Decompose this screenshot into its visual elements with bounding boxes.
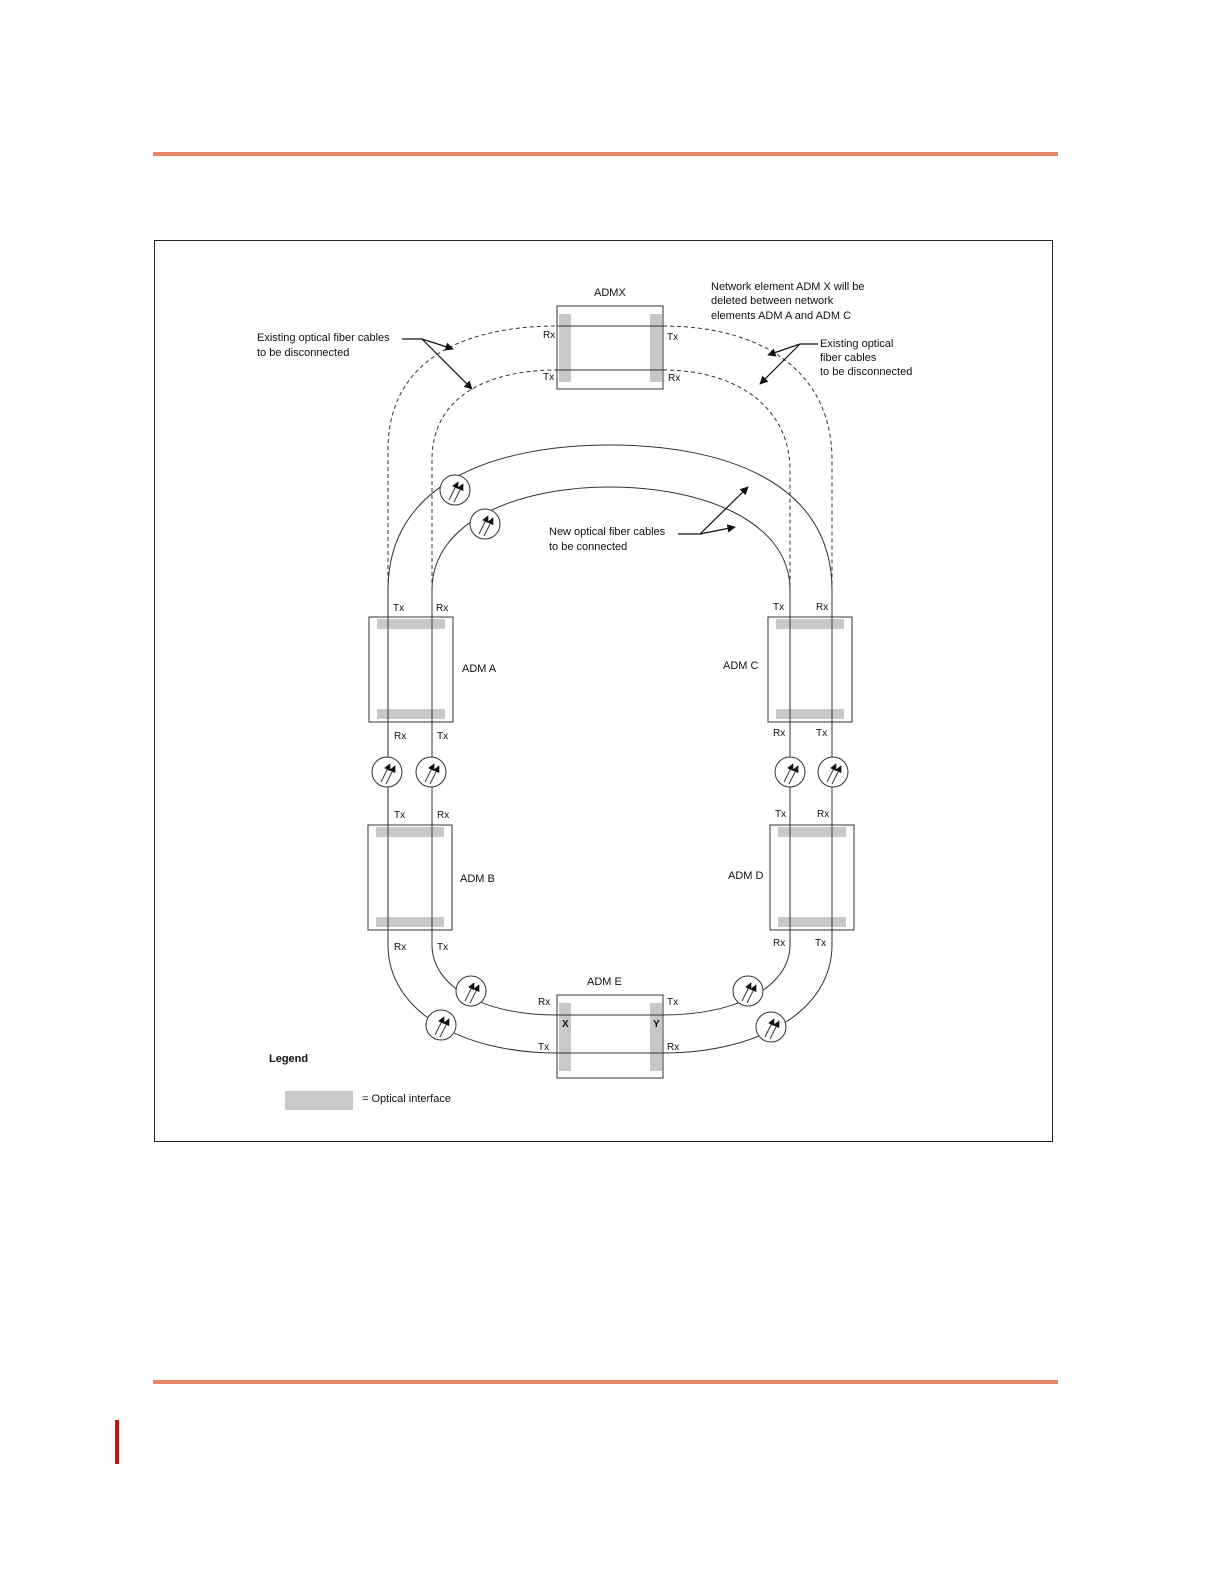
existing-right-line: Existing optical <box>820 338 894 350</box>
new-cables-note <box>549 526 668 553</box>
delete-note-line: deleted between network <box>711 295 834 307</box>
optical-interface <box>776 709 844 719</box>
existing-left-line: to be disconnected <box>257 347 350 359</box>
port-label: Rx <box>668 373 681 384</box>
fiber-connector-icon <box>733 976 763 1006</box>
new-cables-line: to be connected <box>549 541 628 553</box>
adm-b-node <box>368 825 452 930</box>
adm-a-node <box>369 617 453 722</box>
port-label: Rx <box>773 938 786 949</box>
existing-right-line: to be disconnected <box>820 366 913 378</box>
existing-right-line: fiber cables <box>820 352 877 364</box>
fiber-connector-symbols <box>372 475 848 1042</box>
port-label: Tx <box>393 603 405 614</box>
new-cables-line: New optical fiber cables <box>549 526 666 538</box>
vertical-links <box>388 616 832 930</box>
adm-a-label: ADM A <box>462 663 497 675</box>
fiber-connector-icon <box>372 757 402 787</box>
optical-interface <box>778 917 846 927</box>
optical-interface <box>377 709 445 719</box>
adm-e-node <box>557 995 663 1078</box>
fiber-connector-icon <box>456 976 486 1006</box>
optical-interface <box>650 314 662 382</box>
port-label: Tx <box>543 372 555 383</box>
legend <box>269 1053 451 1110</box>
existing-cables-right-note <box>820 338 912 378</box>
fiber-connector-icon <box>818 757 848 787</box>
existing-cables-left-note <box>257 332 393 359</box>
adm-c-node <box>768 617 852 722</box>
port-label: Rx <box>773 728 786 739</box>
port-label: Rx <box>394 731 407 742</box>
optical-interface <box>376 827 444 837</box>
port-label: Rx <box>667 1042 680 1053</box>
fiber-connector-icon <box>775 757 805 787</box>
port-label: Rx <box>437 810 450 821</box>
existing-left-line: Existing optical fiber cables <box>257 332 390 344</box>
port-label: Tx <box>437 942 449 953</box>
margin-change-bar <box>115 1420 119 1464</box>
optical-interface <box>377 619 445 629</box>
adm-d-node <box>770 825 854 930</box>
adm-d-label: ADM D <box>728 870 764 882</box>
fiber-connector-icon <box>756 1012 786 1042</box>
port-label: Rx <box>817 809 830 820</box>
port-label: Tx <box>667 332 679 343</box>
delete-note-line: Network element ADM X will be <box>711 281 865 293</box>
port-label: Rx <box>816 602 829 613</box>
port-x-label: X <box>562 1019 569 1030</box>
optical-interface <box>778 827 846 837</box>
fiber-connector-icon <box>416 757 446 787</box>
legend-optical-interface: = Optical interface <box>362 1093 451 1105</box>
optical-interface <box>650 1003 662 1071</box>
port-label: Tx <box>773 602 785 613</box>
port-label: Tx <box>775 809 787 820</box>
adm-e-label: ADM E <box>587 976 622 988</box>
port-label: Rx <box>436 603 449 614</box>
adm-b-label: ADM B <box>460 873 495 885</box>
port-label: Rx <box>543 330 556 341</box>
port-label: Tx <box>437 731 449 742</box>
adm-x-label: ADMX <box>594 287 626 299</box>
optical-interface <box>559 1003 571 1071</box>
port-label: Tx <box>667 997 679 1008</box>
footer-rule <box>153 1380 1058 1384</box>
fiber-connector-icon <box>426 1010 456 1040</box>
port-label: Tx <box>394 810 406 821</box>
legend-swatch <box>285 1091 353 1110</box>
delete-note <box>711 281 868 322</box>
adm-x-node <box>557 306 663 389</box>
port-label: Tx <box>538 1042 550 1053</box>
legend-title: Legend <box>269 1053 309 1065</box>
optical-interface <box>559 314 571 382</box>
port-label: Rx <box>538 997 551 1008</box>
port-label: Rx <box>394 942 407 953</box>
adm-c-label: ADM C <box>723 660 759 672</box>
port-y-label: Y <box>653 1019 660 1030</box>
delete-note-line: elements ADM A and ADM C <box>711 310 852 322</box>
port-labels <box>393 330 829 1053</box>
port-label: Tx <box>815 938 827 949</box>
fiber-connector-icon <box>440 475 470 505</box>
port-label: Tx <box>816 728 828 739</box>
optical-interface <box>776 619 844 629</box>
optical-interface <box>376 917 444 927</box>
fiber-connector-icon <box>470 509 500 539</box>
